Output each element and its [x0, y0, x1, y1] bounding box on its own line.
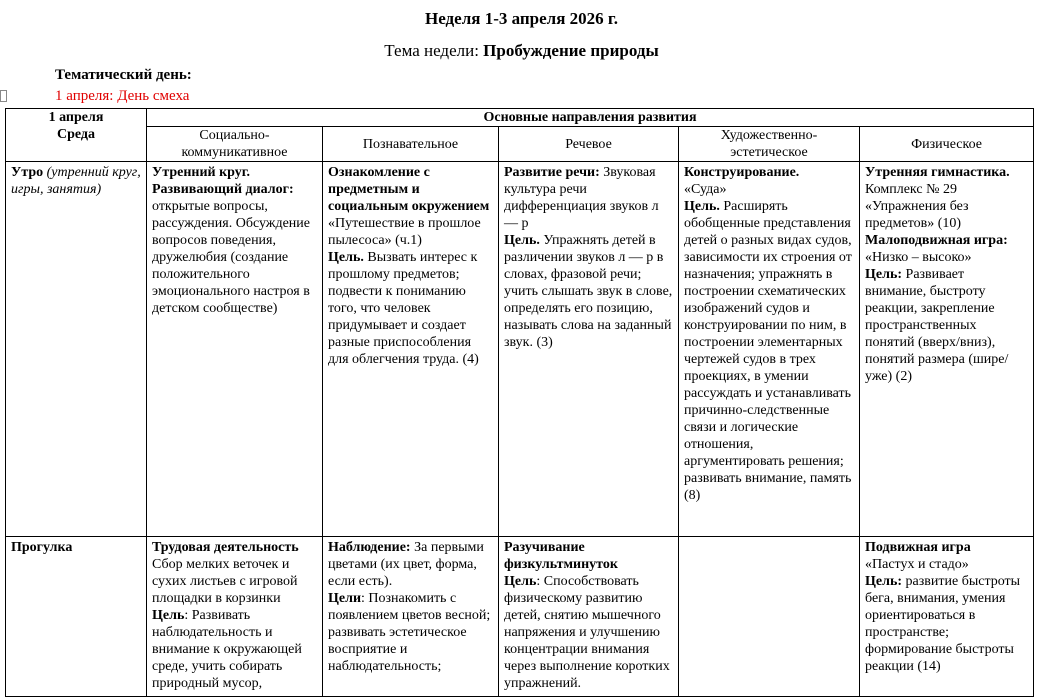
- text: Развивает внимание, быстроту реакции, закрепление пространственных понятий (вверх/вниз), понятий размера (шире/уже) (2): [865, 267, 1009, 384]
- text: «Путешествие в прошлое пылесоса» (ч.1): [328, 216, 481, 248]
- text-bold: Цели: [328, 591, 362, 606]
- cell-morning-speech: [499, 162, 679, 537]
- text-bold: Трудовая деятельность: [152, 540, 299, 555]
- text-bold: Подвижная игра: [865, 540, 971, 555]
- week-theme: [0, 41, 1043, 61]
- theme-day-value: 1 апреля: День смеха: [55, 88, 190, 104]
- text-bold: Цель.: [328, 250, 364, 265]
- day-weekday: Среда: [56, 127, 95, 142]
- text-bold: Ознакомление с предметным и социальным окружением: [328, 165, 490, 214]
- text: : Способствовать физическому развитию детей, снятию мышечного напряжения и улучшению концентрации внимания через выполнение коротких упражнений.: [504, 574, 670, 691]
- columns-header-row: [6, 127, 1034, 162]
- text: «Низко – высоко»: [865, 250, 972, 265]
- text: Сбор мелких веточек и сухих листьев с игровой площадки в корзинки: [152, 557, 298, 606]
- row-label-walk: [6, 537, 147, 697]
- table-move-handle-icon[interactable]: [0, 90, 7, 102]
- table-row-walk: [6, 537, 1034, 697]
- text-bold: Цель: [152, 608, 185, 623]
- text-bold: Развивающий диалог:: [152, 182, 294, 197]
- text: За первыми цветами (их цвет, форма, если есть).: [328, 540, 484, 589]
- column-header-art: Художественно-эстетическое: [679, 127, 860, 162]
- cell-morning-art: [679, 162, 860, 537]
- text-bold: Малоподвижная игра:: [865, 233, 1008, 248]
- document-title: Неделя 1-3 апреля 2026 г.: [425, 9, 618, 28]
- row-label-morning: [6, 162, 147, 537]
- text: Упражнять детей в различении звуков л — р в словах, фразовой речи; учить слышать звук в слове, определять его позицию, называть слова на заданный звук. (3): [504, 233, 673, 350]
- text: Расширять обобщенные представления детей о разных видах судов, зависимости их строения от назначения; упражнять в построении схематических изображений судов и конструировании по ним, в построении элементарных чертежей судов в трех проекциях, в умении рассуждать и устанавливать причинно-следственные связи и логические отношения, аргументировать решения; развивать внимание, память (8): [684, 199, 852, 503]
- day-date: 1 апреля: [48, 110, 104, 125]
- theme-day-label: Тематический день:: [55, 67, 192, 83]
- cell-walk-speech: [499, 537, 679, 697]
- text: «Пастух и стадо»: [865, 557, 969, 572]
- text-bold: Цель.: [684, 199, 720, 214]
- row-label-walk-title: Прогулка: [11, 540, 73, 555]
- row-label-morning-title: Утро: [11, 165, 44, 180]
- cell-morning-social: [147, 162, 323, 537]
- text: «Суда»: [684, 182, 727, 197]
- column-header-physical: Физическое: [860, 127, 1034, 162]
- table-group-header-row: [6, 109, 1034, 127]
- text-bold: Цель:: [865, 267, 903, 282]
- text-bold: Цель.: [504, 233, 540, 248]
- text: Комплекс № 29 «Упражнения без предметов» (10): [865, 182, 969, 231]
- text-bold: Разучивание физкультминуток: [504, 540, 618, 572]
- text: : Познакомить с появлением цветов весной; развивать эстетическое восприятие и наблюдательность;: [328, 591, 491, 674]
- column-header-cognitive: Познавательное: [323, 127, 499, 162]
- text: Звуковая культура речи дифференциация звуков л — р: [504, 165, 659, 231]
- text-bold: Наблюдение:: [328, 540, 411, 555]
- text-bold: Цель:: [865, 574, 903, 589]
- cell-morning-cognitive: [323, 162, 499, 537]
- table-row-morning: [6, 162, 1034, 537]
- column-header-social: Социально-коммуникативное: [147, 127, 323, 162]
- plan-table: [5, 108, 1034, 697]
- text-bold: Утренний круг.: [152, 165, 251, 180]
- text: Вызвать интерес к прошлому предметов; подвести к пониманию того, что человек придумывает и создает разные приспособления для облегчения труда. (4): [328, 250, 479, 367]
- day-cell: [6, 109, 147, 162]
- cell-walk-cognitive: [323, 537, 499, 697]
- cell-walk-art: [679, 537, 860, 697]
- row-label-morning-note: (утренний круг, игры, занятия): [11, 165, 141, 197]
- text-bold: Развитие речи:: [504, 165, 600, 180]
- cell-walk-social: [147, 537, 323, 697]
- text-bold: Утренняя гимнастика.: [865, 165, 1010, 180]
- text: : Развивать наблюдательность и внимание к окружающей среде, учить собирать природный мусор,: [152, 608, 302, 691]
- text-bold: Конструирование.: [684, 165, 800, 180]
- column-header-speech: Речевое: [499, 127, 679, 162]
- directions-header: Основные направления развития: [147, 109, 1034, 127]
- text: развитие быстроты бега, внимания, умения ориентироваться в пространстве; формирование быстроты реакции (14): [865, 574, 1021, 674]
- week-theme-prefix: Тема недели:: [384, 41, 484, 60]
- text-bold: Цель: [504, 574, 537, 589]
- cell-morning-physical: [860, 162, 1034, 537]
- week-theme-name: Пробуждение природы: [483, 41, 659, 60]
- cell-walk-physical: [860, 537, 1034, 697]
- text: открытые вопросы, рассуждения. Обсуждение вопросов поведения, дружелюбия (создание положительного эмоционального настроя в детском сообществе): [152, 199, 310, 316]
